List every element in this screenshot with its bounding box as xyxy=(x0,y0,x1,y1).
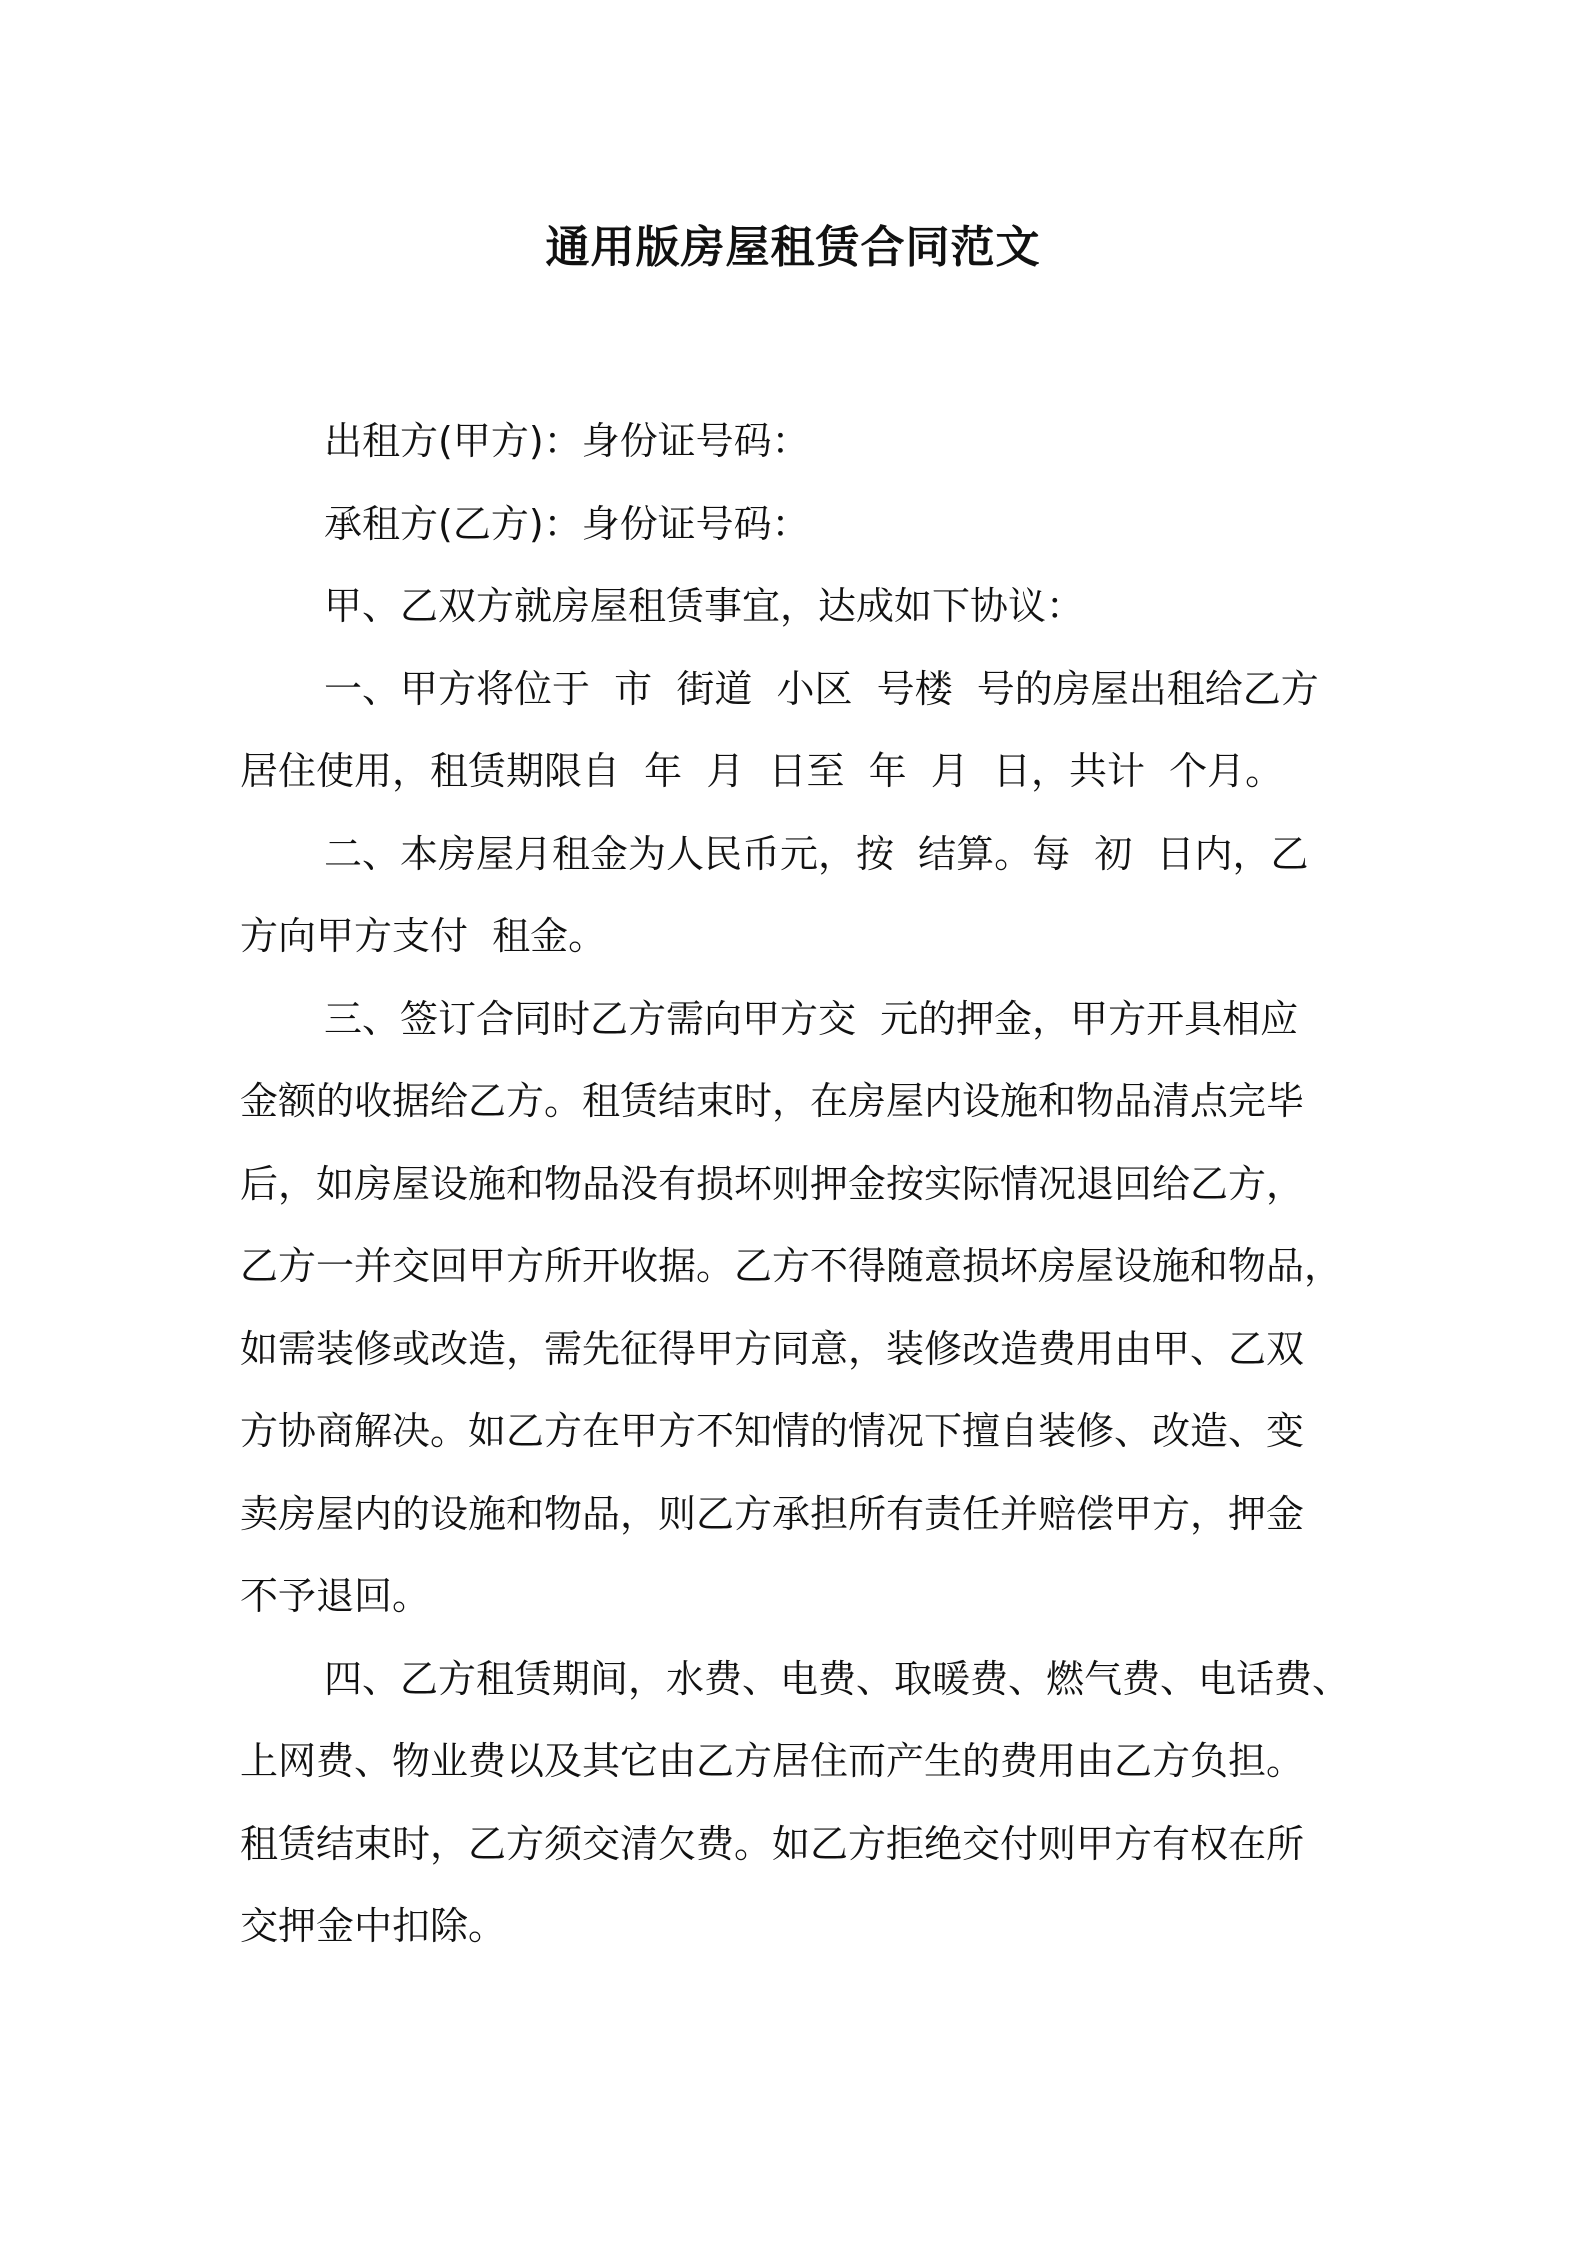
clause-4-line-3: 租赁结束时，乙方须交清欠费。如乙方拒绝交付则甲方有权在所 xyxy=(240,1821,1305,1866)
document-title: 通用版房屋租赁合同范文 xyxy=(545,222,1041,273)
clause-2-line-1: 二、本房屋月租金为人民币元，按 结算。每 初 日内，乙 xyxy=(324,831,1309,876)
clause-3-line-5: 如需装修或改造，需先征得甲方同意，装修改造费用由甲、乙双 xyxy=(240,1326,1305,1371)
clause-4-line-4: 交押金中扣除。 xyxy=(240,1904,507,1948)
lessee-line: 承租方(乙方)：身份证号码： xyxy=(324,501,810,546)
clause-1-line-1: 一、甲方将位于 市 街道 小区 号楼 号的房屋出租给乙方 xyxy=(324,666,1319,711)
clause-1-line-2: 居住使用，租赁期限自 年 月 日至 年 月 日，共计 个月。 xyxy=(240,749,1284,793)
lessor-line: 出租方(甲方)：身份证号码： xyxy=(324,419,810,463)
clause-4-line-2: 上网费、物业费以及其它由乙方居住而产生的费用由乙方负担。 xyxy=(240,1739,1305,1783)
clause-3-line-1: 三、签订合同时乙方需向甲方交 元的押金，甲方开具相应 xyxy=(324,996,1299,1041)
clause-3-line-8: 不予退回。 xyxy=(240,1574,431,1618)
document-body xyxy=(240,400,1350,1968)
agreement-intro-line: 甲、乙双方就房屋租赁事宜，达成如下协议： xyxy=(324,584,1085,628)
clause-3-line-4: 乙方一并交回甲方所开收据。乙方不得随意损坏房屋设施和物品， xyxy=(240,1244,1343,1288)
clause-4-line-1: 四、乙方租赁期间，水费、电费、取暖费、燃气费、电话费、 xyxy=(324,1656,1351,1701)
clause-3-line-7: 卖房屋内的设施和物品，则乙方承担所有责任并赔偿甲方，押金 xyxy=(240,1491,1305,1536)
clause-3-line-6: 方协商解决。如乙方在甲方不知情的情况下擅自装修、改造、变 xyxy=(240,1409,1305,1453)
clause-3-line-2: 金额的收据给乙方。租赁结束时，在房屋内设施和物品清点完毕 xyxy=(240,1079,1305,1123)
clause-3-line-3: 后，如房屋设施和物品没有损坏则押金按实际情况退回给乙方， xyxy=(240,1161,1305,1206)
clause-2-line-2: 方向甲方支付 租金。 xyxy=(240,914,607,958)
